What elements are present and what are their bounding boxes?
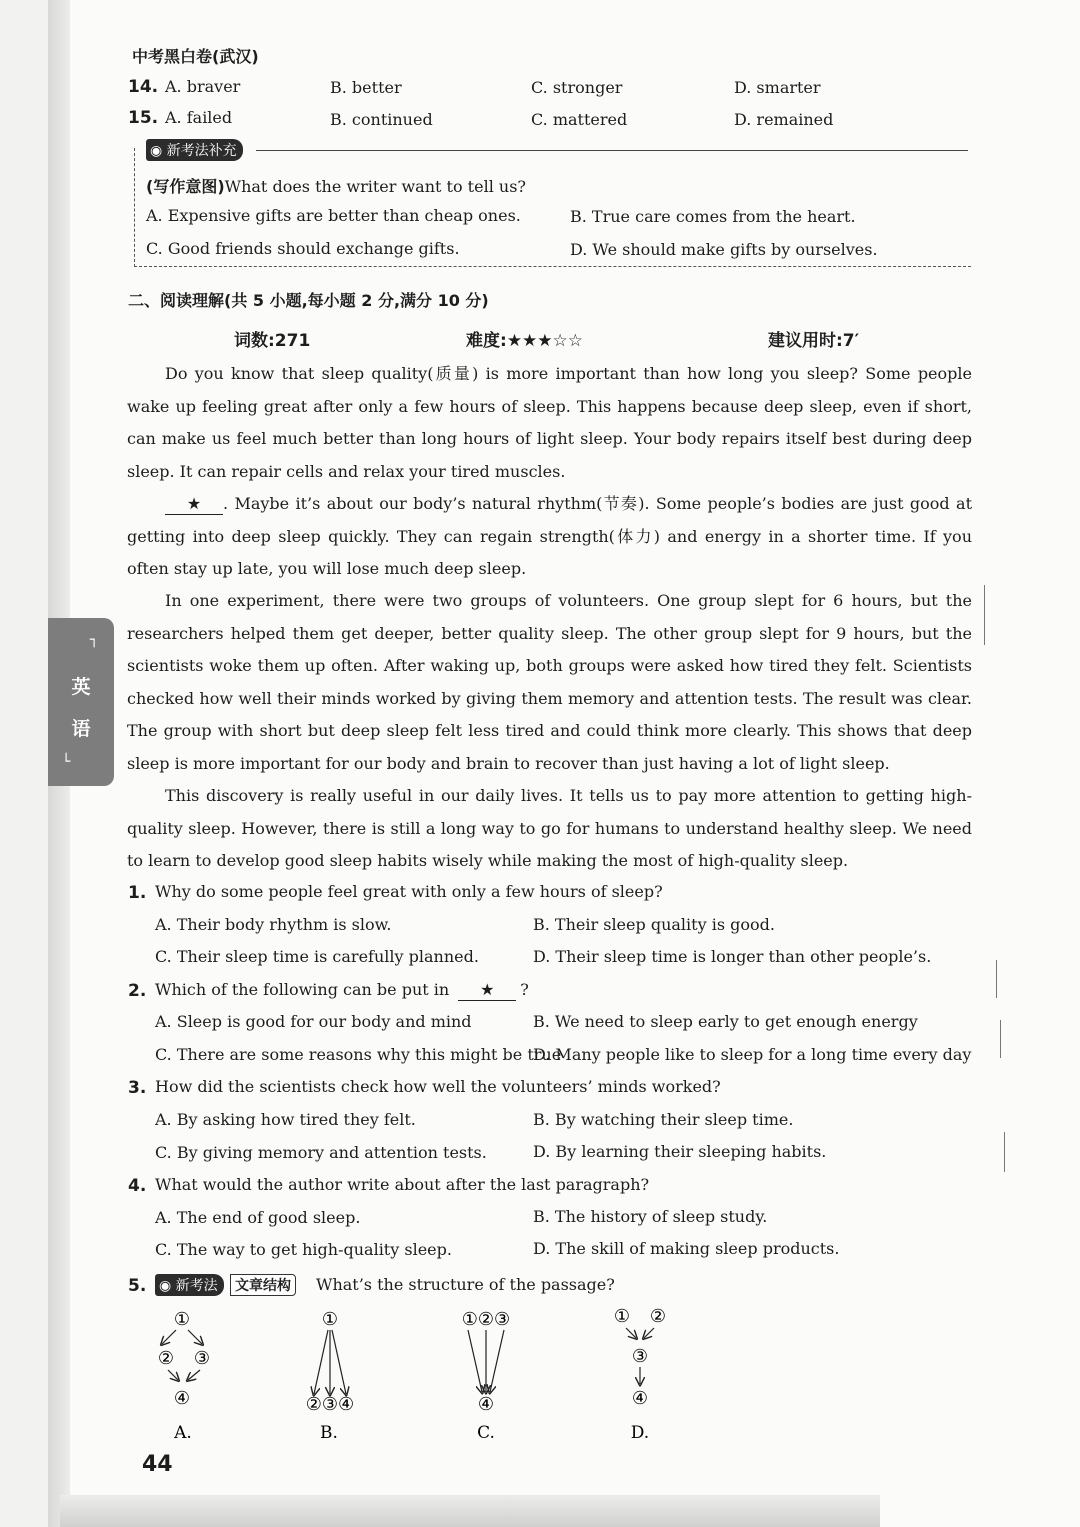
question-stem: What would the author write about after the last paragraph? (155, 1175, 650, 1194)
margin-mark (996, 960, 997, 998)
diagram-b (306, 1309, 354, 1415)
option-d: D. Many people like to sleep for a long time every day (533, 1045, 972, 1064)
section-heading: 二、阅读理解(共 5 小题,每小题 2 分,满分 10 分) (128, 291, 489, 310)
option-a: A. Their body rhythm is slow. (155, 915, 392, 934)
subject-side-tab (48, 618, 114, 786)
word-count: 词数:271 (234, 331, 311, 351)
question-number: 1. (128, 883, 147, 903)
supplement-option-d: D. We should make gifts by ourselves. (570, 240, 878, 259)
question-stem: What’s the structure of the passage? (316, 1275, 615, 1294)
option-c: C. stronger (531, 78, 623, 97)
option-b: B. We need to sleep early to get enough energy (533, 1012, 918, 1031)
option-b: B. By watching their sleep time. (533, 1110, 794, 1129)
svg-text:④: ④ (173, 1388, 191, 1409)
option-d: D. smarter (734, 78, 821, 97)
structure-tag: 文章结构 (230, 1274, 296, 1296)
supplement-option-c: C. Good friends should exchange gifts. (146, 239, 460, 258)
diagram-label-c[interactable]: C. (477, 1423, 495, 1443)
passage-paragraph-2: ★ . Maybe it’s about our body’s natural rhythm(节奏). Some people’s bodies are just good at getting into deep sleep quickly. They can regain strength(体力) and energy in a shorter time. If you often stay up late, you will lose much deep sleep. (127, 494, 972, 578)
diagram-d (614, 1306, 666, 1409)
option-d: D. Their sleep time is longer than other people’s. (533, 947, 932, 966)
option-c: C. There are some reasons why this might be true (155, 1045, 562, 1064)
passage-paragraph-1: Do you know that sleep quality(质量) is more important than how long you sleep? Some people wake up feeling great after only a few hours of sleep. This happens because deep sleep, even if short, can make us feel much better than long hours of light sleep. Your body repairs itself best during deep sleep. It can repair cells and relax your tired muscles. (127, 364, 972, 481)
supplement-option-a: A. Expensive gifts are better than cheap ones. (146, 206, 521, 225)
question-number: 3. (128, 1078, 147, 1098)
option-c: C. mattered (531, 110, 628, 129)
option-a: A. By asking how tired they felt. (155, 1110, 416, 1129)
option-a: A. failed (165, 108, 233, 127)
supplement-prompt: (写作意图)What does the writer want to tell us? (146, 177, 526, 196)
option-c: C. The way to get high-quality sleep. (155, 1240, 452, 1259)
svg-text:①: ① (173, 1309, 191, 1330)
option-a: A. braver (165, 77, 241, 96)
svg-text:③: ③ (193, 1348, 211, 1369)
passage-paragraph-4: This discovery is really useful in our daily lives. It tells us to pay more attention to getting high-quality sleep. However, there is still a long way to go for humans to understand healthy sleep. We need to learn to develop good sleep habits wisely while making the most of high-quality sleep. (127, 786, 972, 870)
passage-paragraph-3: In one experiment, there were two groups of volunteers. One group slept for 6 hours, but the researchers helped them get deeper, better quality sleep. The other group slept for 9 hours, but the scientists woke them up often. After waking up, both groups were asked how tired they felt. Scientists checked how well their minds worked by giving them memory and attention tests. The result was clear. The group with short but deep sleep felt less tired and could think more clearly. This shows that deep sleep is more important for our body and brain to recover than just having a lot of light sleep. (127, 591, 972, 773)
option-c: C. By giving memory and attention tests. (155, 1143, 487, 1162)
svg-text:①: ① (613, 1306, 631, 1327)
difficulty-stars: ★★★☆☆ (506, 331, 584, 351)
question-number: 4. (128, 1176, 147, 1196)
margin-mark (1004, 1132, 1005, 1172)
series-title: 中考黑白卷(武汉) (132, 47, 259, 66)
side-tab-char: 语 (71, 718, 91, 740)
question-number: 14. (128, 77, 159, 97)
blank-star: ★ (165, 494, 223, 515)
lightbulb-icon: ◉ (159, 1278, 172, 1294)
supplement-tag: ◉ 新考法补充 (146, 139, 243, 161)
option-a: A. The end of good sleep. (155, 1208, 361, 1227)
svg-text:②: ② (649, 1306, 667, 1327)
question-number: 15. (128, 108, 159, 128)
option-b: B. continued (330, 110, 433, 129)
option-b: B. The history of sleep study. (533, 1207, 768, 1226)
structure-diagrams (140, 1300, 700, 1450)
option-d: D. By learning their sleeping habits. (533, 1142, 827, 1161)
diagram-label-a[interactable]: A. (174, 1423, 192, 1443)
side-tab-char: 英 (71, 676, 91, 698)
svg-text:③: ③ (631, 1346, 649, 1367)
option-b: B. better (330, 78, 402, 97)
option-a: A. Sleep is good for our body and mind (155, 1012, 472, 1031)
margin-mark (984, 585, 985, 645)
lightbulb-icon: ◉ (150, 143, 163, 159)
diagram-c (462, 1309, 510, 1415)
diagram-label-d[interactable]: D. (630, 1423, 650, 1443)
diagram-a (158, 1309, 210, 1409)
option-c: C. Their sleep time is carefully planned. (155, 947, 479, 966)
supplement-option-b: B. True care comes from the heart. (570, 207, 856, 226)
question-stem: How did the scientists check how well the volunteers’ minds worked? (155, 1077, 721, 1096)
question-stem: Which of the following can be put in ★ ? (155, 980, 529, 999)
blank-star: ★ (458, 980, 516, 1001)
question-number: 2. (128, 981, 147, 1001)
bracket-top: ┐ (90, 632, 99, 648)
svg-text:①: ① (321, 1309, 339, 1330)
svg-text:②③④: ②③④ (305, 1394, 355, 1415)
option-d: D. The skill of making sleep products. (533, 1239, 840, 1258)
question-stem: Why do some people feel great with only a few hours of sleep? (155, 882, 663, 901)
svg-text:④: ④ (631, 1388, 649, 1409)
page-number: 44 (142, 1452, 173, 1477)
margin-mark (1000, 1020, 1001, 1058)
option-b: B. Their sleep quality is good. (533, 915, 775, 934)
supplement-divider (256, 150, 968, 151)
question-number: 5. (128, 1276, 147, 1296)
diagram-label-b[interactable]: B. (320, 1423, 338, 1443)
bracket-bottom: └ (62, 754, 71, 770)
difficulty: 难度:★★★☆☆ (466, 331, 584, 351)
option-d: D. remained (734, 110, 834, 129)
svg-text:④: ④ (477, 1394, 495, 1415)
page-shadow-bottom (60, 1495, 880, 1527)
suggested-time: 建议用时:7′ (768, 331, 860, 351)
svg-text:①②③: ①②③ (461, 1309, 511, 1330)
new-format-tag: ◉ 新考法 (155, 1274, 224, 1296)
svg-text:②: ② (157, 1348, 175, 1369)
